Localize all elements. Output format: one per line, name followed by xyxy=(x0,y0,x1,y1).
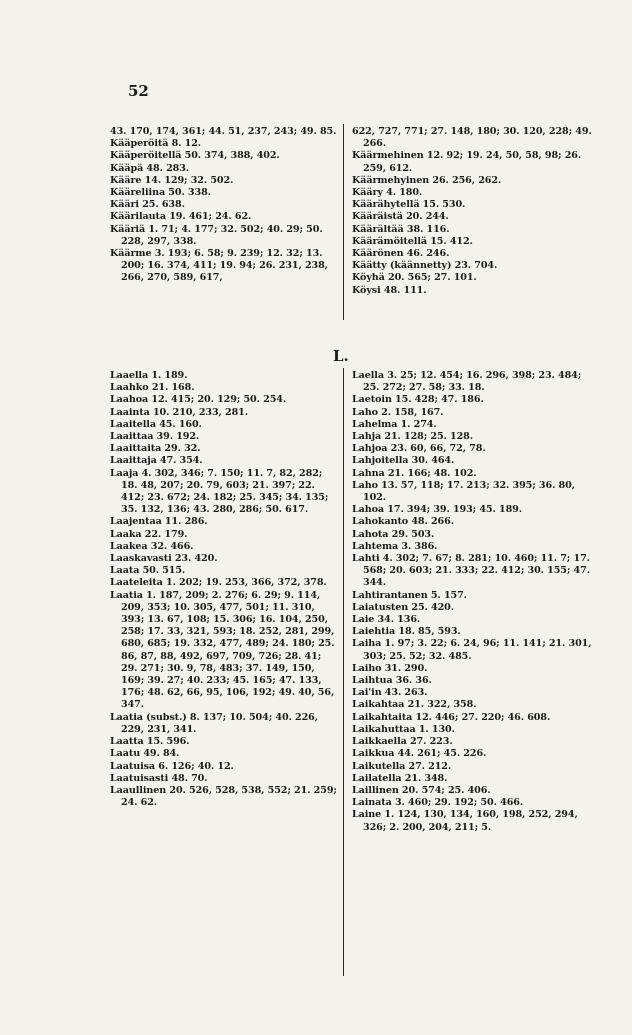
index-entry: Laiehtia 18. 85, 593. xyxy=(352,626,461,638)
index-entry: Lahna 21. 166; 48. 102. xyxy=(352,467,477,479)
index-entry: Laikahuttaa 1. 130. xyxy=(352,723,455,735)
index-entry: Laakea 32. 466. xyxy=(110,540,194,552)
index-entry: Kääre 14. 129; 32. 502. xyxy=(110,174,234,186)
index-entry: Laaitella 45. 160. xyxy=(110,418,202,430)
index-entry: Käärältää 38. 116. xyxy=(352,223,450,235)
index-entry: Laatia 1. 187, 209; 2. 276; 6. 29; 9. 114, 209, 353; 10. 305, 477, 501; 11. 310, 393; 13. 67, 108; 15. 306; 16. 104, 250, 258; 17. 33, 321, 593; 18. 252, 281, 299, 680, 685; 19. 332, 477, 489; 24. 180; 25. 86, 87, 88, 492, 697, 709, 726; 28. 41; 29. 271; 30. 9, 78, 483; 37. 149, 150, 169; 39. 27; 40. 233; 45. 165; 47. 133, 176; 48. 62, 66, 95, 106, 192; 49. 40, 56, 347. xyxy=(110,589,335,711)
index-entry: Laiho 31. 290. xyxy=(352,662,428,674)
index-entry: Lahjoitella 30. 464. xyxy=(352,455,455,467)
index-entry: Käätty (käännetty) 23. 704. xyxy=(352,260,498,272)
index-entry: Laaja 4. 302, 346; 7. 150; 11. 7, 82, 282; 18. 48, 207; 20. 79, 603; 21. 397; 22. 412; 23. 672; 24. 182; 25. 345; 34. 135; 35. 132, 136; 43. 280, 286; 50. 617. xyxy=(110,467,329,516)
index-entry: Laaullinen 20. 526, 528, 538, 552; 21. 259; 24. 62. xyxy=(110,784,337,809)
index-entry: Laajentaa 11. 286. xyxy=(110,516,208,528)
index-entry: Laatu 49. 84. xyxy=(110,748,180,760)
index-entry: Lahtema 3. 386. xyxy=(352,540,438,552)
index-entry: Laaittaa 39. 192. xyxy=(110,431,200,443)
index-entry: Käärilauta 19. 461; 24. 62. xyxy=(110,211,252,223)
page-number: 52 xyxy=(128,82,149,100)
index-entry: Laetoin 15. 428; 47. 186. xyxy=(352,394,484,406)
index-column-top-right xyxy=(352,126,592,297)
index-entry: Laatia (subst.) 8. 137; 10. 504; 40. 226, 229, 231, 341. xyxy=(110,711,318,735)
index-entry: Lahti 4. 302; 7. 67; 8. 281; 10. 460; 11. 7; 17. 568; 20. 603; 21. 333; 22. 412; 30. 155; 47. 344. xyxy=(352,553,590,589)
index-entry: Lainata 3. 460; 29. 192; 50. 466. xyxy=(352,797,524,809)
index-entry: Laatuisa 6. 126; 40. 12. xyxy=(110,760,234,772)
index-entry: Laikkaella 27. 223. xyxy=(352,736,453,748)
index-entry: Laatuisasti 48. 70. xyxy=(110,772,208,784)
index-entry: Laaittaja 47. 354. xyxy=(110,455,203,467)
index-entry: Kääriä 1. 71; 4. 177; 32. 502; 40. 29; 50. 228, 297, 338. xyxy=(110,223,323,247)
index-column-top-left xyxy=(110,126,338,285)
index-entry: Lahjoa 23. 60, 66, 72, 78. xyxy=(352,443,486,455)
index-entry: Laine 1. 124, 130, 134, 160, 198, 252, 294, 326; 2. 200, 204, 211; 5. xyxy=(352,809,578,833)
index-entry: Kääperöitellä 50. 374, 388, 402. xyxy=(110,150,280,162)
index-entry: Laella 3. 25; 12. 454; 16. 296, 398; 23. 484; 25. 272; 27. 58; 33. 18. xyxy=(352,370,582,394)
index-entry: Laie 34. 136. xyxy=(352,614,421,626)
index-entry: Käärönen 46. 246. xyxy=(352,248,450,260)
index-entry: Kääreliina 50. 338. xyxy=(110,187,211,199)
index-entry: Laahko 21. 168. xyxy=(110,382,195,394)
column-divider-top xyxy=(343,124,344,320)
index-entry: Lahokanto 48. 266. xyxy=(352,516,454,528)
index-entry: Laho 2. 158, 167. xyxy=(352,406,444,418)
index-entry: Lahoa 17. 394; 39. 193; 45. 189. xyxy=(352,504,522,516)
index-entry: 43. 170, 174, 361; 44. 51, 237, 243; 49. 85. xyxy=(110,126,337,137)
index-entry: Laiha 1. 97; 3. 22; 6. 24, 96; 11. 141; 21. 301, 303; 25. 52; 32. 485. xyxy=(352,638,592,662)
index-entry: Lahelma 1. 274. xyxy=(352,418,437,430)
index-entry: Lahota 29. 503. xyxy=(352,528,435,540)
index-entry: Laata 50. 515. xyxy=(110,565,186,577)
index-entry: Käärmehyinen 26. 256, 262. xyxy=(352,174,502,186)
index-entry: Kääräistä 20. 244. xyxy=(352,211,449,223)
index-entry: Lai'in 43. 263. xyxy=(352,687,428,699)
index-entry: Laihtua 36. 36. xyxy=(352,675,432,687)
index-entry: Lailatella 21. 348. xyxy=(352,772,448,784)
index-entry: Käärme 3. 193; 6. 58; 9. 239; 12. 32; 13. 200; 16. 374, 411; 19. 94; 26. 231, 238, 266, 270, 589, 617, xyxy=(110,248,328,284)
index-entry: Kääry 4. 180. xyxy=(352,187,423,199)
index-entry: Köysi 48. 111. xyxy=(352,284,427,296)
column-divider-bottom xyxy=(343,368,344,976)
index-entry: Laillinen 20. 574; 25. 406. xyxy=(352,784,491,796)
index-entry: Laatta 15. 596. xyxy=(110,736,190,748)
index-entry: Kääperöitä 8. 12. xyxy=(110,138,202,150)
section-letter: L. xyxy=(333,347,349,365)
index-column-bottom-left xyxy=(110,370,338,809)
index-entry: Käärämöitellä 15. 412. xyxy=(352,235,473,247)
index-entry: Laiatusten 25. 420. xyxy=(352,601,454,613)
index-entry: Laainta 10. 210, 233, 281. xyxy=(110,406,248,418)
index-entry: Laikahtaa 21. 322, 358. xyxy=(352,699,477,711)
index-entry: Laateleita 1. 202; 19. 253, 366, 372, 378. xyxy=(110,577,327,589)
index-entry: Kääpä 48. 283. xyxy=(110,162,190,174)
index-entry: Köyhä 20. 565; 27. 101. xyxy=(352,272,477,284)
index-entry: Laikahtaita 12. 446; 27. 220; 46. 608. xyxy=(352,711,551,723)
index-entry: Laaka 22. 179. xyxy=(110,528,188,540)
index-entry: Lahja 21. 128; 25. 128. xyxy=(352,431,473,443)
index-entry: Käärähytellä 15. 530. xyxy=(352,199,466,211)
index-entry: Käärmehinen 12. 92; 19. 24, 50, 58, 98; 26. 259, 612. xyxy=(352,150,582,174)
index-entry: Laahoa 12. 415; 20. 129; 50. 254. xyxy=(110,394,287,406)
index-entry: Laaskavasti 23. 420. xyxy=(110,553,218,565)
index-entry: Kääri 25. 638. xyxy=(110,199,185,211)
index-entry: Laaittaita 29. 32. xyxy=(110,443,201,455)
index-entry: Laikkua 44. 261; 45. 226. xyxy=(352,748,487,760)
index-entry: Laikutella 27. 212. xyxy=(352,760,452,772)
index-entry: Laho 13. 57, 118; 17. 213; 32. 395; 36. 80, 102. xyxy=(352,479,575,504)
index-entry: Lahtirantanen 5. 157. xyxy=(352,589,467,601)
index-column-bottom-right xyxy=(352,370,592,834)
index-entry: Laaella 1. 189. xyxy=(110,370,188,381)
index-entry: 622, 727, 771; 27. 148, 180; 30. 120, 228; 49. 266. xyxy=(352,126,592,150)
